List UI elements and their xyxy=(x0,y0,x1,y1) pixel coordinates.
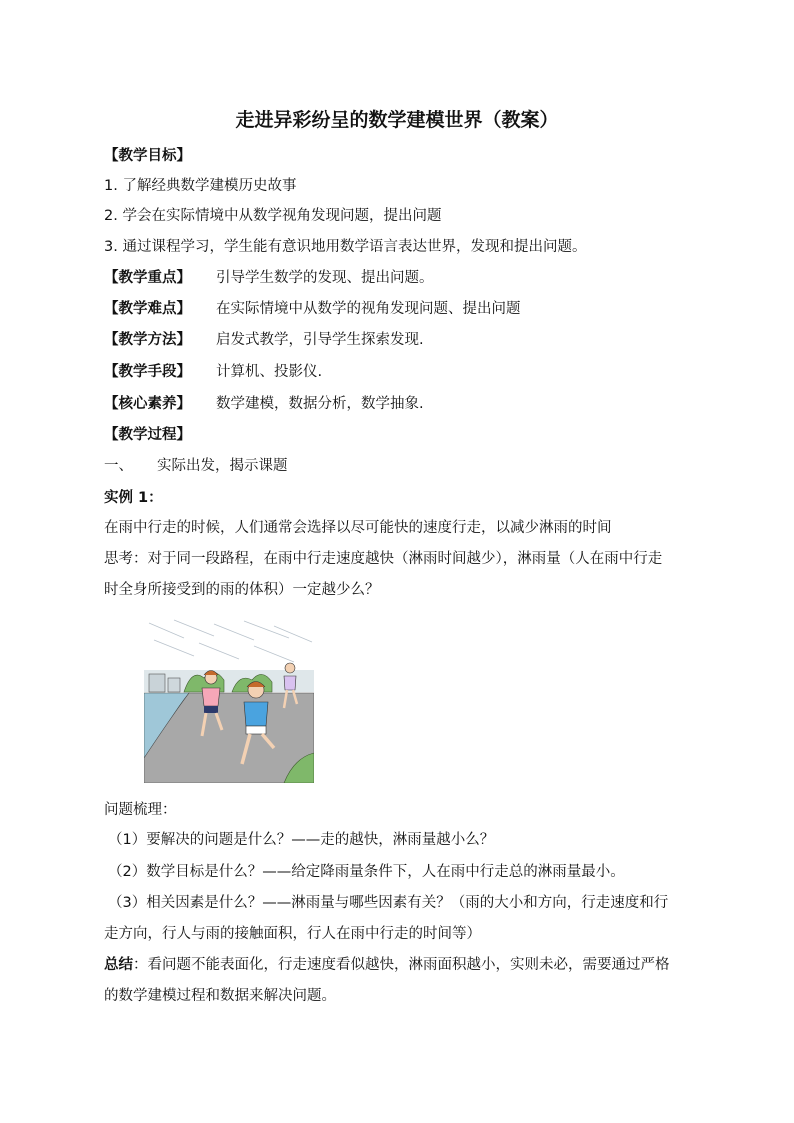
tools-row xyxy=(104,362,322,382)
tools-text: 计算机、投影仪. xyxy=(216,364,323,380)
goal-item: 3. 通过课程学习，学生能有意识地用数学语言表达世界，发现和提出问题。 xyxy=(104,239,587,255)
question-3-line-1: （3）相关因素是什么？——淋雨量与哪些因素有关？（雨的大小和方向，行走速度和行 xyxy=(108,895,669,911)
difficulty-text: 在实际情境中从数学的视角发现问题、提出问题 xyxy=(216,301,521,317)
summary-line-1 xyxy=(104,955,670,975)
difficulty-label: 【教学难点】 xyxy=(104,301,191,317)
section-title: 实际出发，揭示课题 xyxy=(157,458,288,474)
section-1-heading xyxy=(104,456,288,476)
goal-item: 1. 了解经典数学建模历史故事 xyxy=(104,178,297,194)
goals-heading: 【教学目标】 xyxy=(104,148,191,164)
method-label: 【教学方法】 xyxy=(104,332,191,348)
think-line-1: 思考：对于同一段路程，在雨中行走速度越快（淋雨时间越少），淋雨量（人在雨中行走 xyxy=(104,551,663,567)
question-1: （1）要解决的问题是什么？——走的越快，淋雨量越小么？ xyxy=(108,832,495,848)
key-point-row xyxy=(104,268,434,288)
literacy-label: 【核心素养】 xyxy=(104,396,191,412)
summary-line-2: 的数学建模过程和数据来解决问题。 xyxy=(104,988,336,1004)
summary-label: 总结 xyxy=(104,957,133,973)
literacy-row xyxy=(104,394,424,414)
tools-label: 【教学手段】 xyxy=(104,364,191,380)
literacy-text: 数学建模，数据分析，数学抽象. xyxy=(216,396,424,412)
think-line-2: 时全身所接受到的雨的体积）一定越少么？ xyxy=(104,582,380,598)
key-point-label: 【教学重点】 xyxy=(104,270,191,286)
difficulty-row xyxy=(104,299,521,319)
method-row xyxy=(104,330,424,350)
summary-text-1: ：看问题不能表面化，行走速度看似越快，淋雨面积越小，实则未必，需要通过严格 xyxy=(133,957,670,973)
page-title: 走进异彩纷呈的数学建模世界（教案） xyxy=(235,109,559,131)
goal-item: 2. 学会在实际情境中从数学视角发现问题，提出问题 xyxy=(104,208,442,224)
method-text: 启发式教学，引导学生探索发现. xyxy=(216,332,424,348)
example-label: 实例 1： xyxy=(104,490,163,506)
sort-heading: 问题梳理： xyxy=(104,802,177,818)
question-3-line-2: 走方向，行人与雨的接触面积，行人在雨中行走的时间等） xyxy=(104,926,481,942)
rain-running-illustration xyxy=(144,618,314,783)
section-number: 一、 xyxy=(104,458,133,474)
key-point-text: 引导学生数学的发现、提出问题。 xyxy=(216,270,434,286)
example-text: 在雨中行走的时候，人们通常会选择以尽可能快的速度行走，以减少淋雨的时间 xyxy=(104,520,612,536)
process-heading: 【教学过程】 xyxy=(104,427,191,443)
question-2: （2）数学目标是什么？——给定降雨量条件下，人在雨中行走总的淋雨量最小。 xyxy=(108,864,625,880)
